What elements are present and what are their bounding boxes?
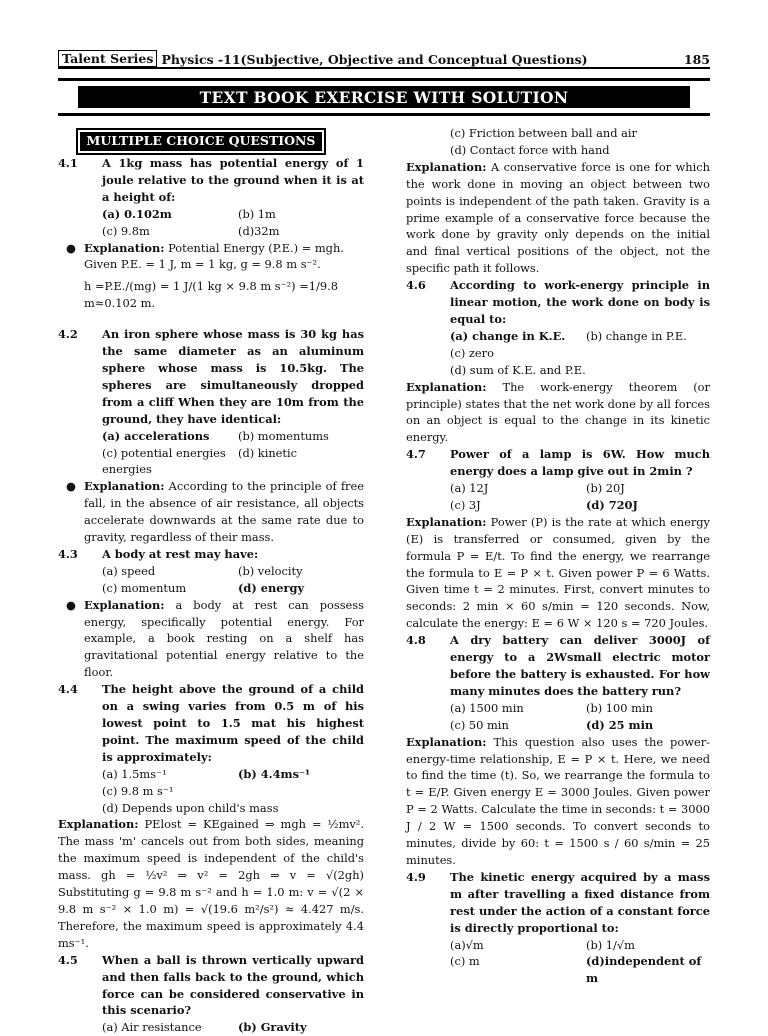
- bullet-icon: ●: [66, 479, 76, 494]
- formula-line-2: m≈0.102 m.: [84, 296, 155, 311]
- question-4-8: [406, 632, 710, 700]
- given-values: Given P.E. = 1 J, m = 1 kg, g = 9.8 m s⁻².: [84, 257, 321, 272]
- question-number: 4.8: [406, 633, 426, 648]
- option-c: (c) 3J: [450, 497, 481, 512]
- options: [406, 937, 710, 988]
- explanation-text: This question also uses the power-energy-time relationship, E = P × t. Here, we need to find the time (t). So, we rearrange the formula to t = E/P. Given energy E = 3000 Joules. Given power P = 2 Watts. Calculate the time in seconds: t = 3000 J / 2 W = 1500 seconds. To convert seconds to minutes, divide by 60: t = 1500 s / 60 s/min = 25 minutes.: [406, 734, 710, 867]
- option-a: (a) 1500 min: [450, 700, 524, 715]
- option-d: (d) Contact force with hand: [450, 142, 610, 157]
- option-c: (c) momentum: [102, 580, 187, 595]
- option-d: (d) Depends upon child's mass: [102, 800, 279, 815]
- options: [58, 766, 364, 817]
- mcq-heading: MULTIPLE CHOICE QUESTIONS: [80, 132, 322, 151]
- option-b: (b) 4.4ms⁻¹: [238, 766, 310, 781]
- explanation-label: Explanation:: [406, 514, 487, 529]
- option-d: (d) sum of K.E. and P.E.: [450, 362, 586, 377]
- section-banner: [58, 78, 710, 116]
- option-d-continued: energies: [102, 462, 152, 477]
- option-c: (c) 9.8m: [102, 223, 150, 238]
- question-4-9: [406, 869, 710, 937]
- question-number: 4.7: [406, 447, 426, 462]
- explanation: [58, 597, 364, 682]
- question-text: The kinetic energy acquired by a mass m after travelling a fixed distance from rest under the action of a constant force is directly proportional to:: [450, 869, 710, 935]
- options: [406, 700, 710, 734]
- bullet-icon: ●: [66, 597, 76, 612]
- option-d: (d)32m: [238, 223, 280, 238]
- option-d: (d) 720J: [586, 497, 638, 512]
- question-number: 4.1: [58, 156, 78, 170]
- option-a: (a) speed: [102, 563, 156, 578]
- options: [58, 206, 364, 240]
- explanation-label: Explanation:: [84, 240, 165, 255]
- option-a: (a) accelerations: [102, 428, 210, 443]
- formula-line-1: h =P.E./(mg) = 1 J/(1 kg × 9.8 m s⁻²) =1/9.8: [84, 279, 338, 294]
- explanation: [58, 478, 364, 546]
- explanation-text: a body at rest can possess energy, specifically potential energy. For example, a book resting on a shelf has gravitational potential energy relative to the floor.: [84, 597, 364, 680]
- option-a: (a) 0.102m: [102, 206, 172, 221]
- header-title: Physics -11(Subjective, Objective and Conceptual Questions): [161, 52, 588, 67]
- explanation-text: The work-energy theorem (or principle) states that the net work done by all forces on an object is equal to the change in its kinetic energy.: [406, 379, 710, 445]
- page-header: [58, 47, 710, 69]
- options: [58, 563, 364, 597]
- options: [406, 480, 710, 514]
- explanation-label: Explanation:: [406, 379, 487, 394]
- question-4-5: [58, 952, 364, 1020]
- option-b: (b) velocity: [238, 563, 303, 578]
- question-4-6: [406, 277, 710, 328]
- option-b: (b) 1m: [238, 206, 276, 221]
- explanation-text: Power (P) is the rate at which energy (E) is transferred or consumed, given by the formula P = E/t. To find the energy, we rearrange the formula to E = P × t. Given power P = 6 Watts. Given time t = 2 minutes. First, convert minutes to seconds: 2 min × 60 s/min = 120 seconds. Now, calculate the energy: E = 6 W × 120 s = 720 Joules.: [406, 514, 710, 631]
- question-number: 4.6: [406, 278, 426, 293]
- question-text: A body at rest may have:: [102, 546, 259, 561]
- formula: [58, 278, 364, 312]
- option-b: (b) 1/√m: [586, 937, 635, 952]
- explanation: [406, 514, 710, 632]
- question-4-3: [58, 546, 364, 563]
- page-number: 185: [683, 52, 710, 67]
- explanation-label: Explanation:: [58, 817, 139, 832]
- option-c: (c) 50 min: [450, 717, 509, 732]
- option-b: (b) momentums: [238, 428, 329, 443]
- explanation: [58, 240, 364, 274]
- options: [406, 328, 710, 379]
- option-a: (a) 1.5ms⁻¹: [102, 766, 167, 781]
- series-brand: Talent Series: [58, 50, 157, 67]
- option-a: (a) change in K.E.: [450, 328, 566, 343]
- explanation-label: Explanation:: [406, 734, 487, 749]
- explanation-label: Explanation:: [406, 159, 487, 174]
- question-number: 4.2: [58, 327, 78, 342]
- options: [58, 428, 364, 479]
- explanation-label: Explanation:: [84, 597, 165, 612]
- question-text: Power of a lamp is 6W. How much energy does a lamp give out in 2min ?: [450, 447, 710, 479]
- explanation-label: Explanation:: [84, 479, 165, 494]
- explanation: [406, 379, 710, 447]
- explanation-text: According to the principle of free fall, in the absence of air resistance, all objects accelerate downwards at the same rate due to gravity, regardless of their mass.: [84, 479, 364, 545]
- banner-title: TEXT BOOK EXERCISE WITH SOLUTION: [78, 86, 691, 108]
- question-text: A 1kg mass has potential energy of 1 joule relative to the ground when it is at a height of:: [102, 156, 364, 204]
- question-text: The height above the ground of a child on a swing varies from 0.5 m of his lowest point to 1.5 mat his highest point. The maximum speed of the child is approximately:: [102, 682, 364, 764]
- question-4-4: [58, 681, 364, 766]
- question-4-7: [406, 446, 710, 480]
- option-d: (d) kinetic: [238, 445, 298, 460]
- question-number: 4.3: [58, 546, 78, 561]
- option-b: (b) Gravity: [238, 1020, 307, 1035]
- option-c: (c) zero: [450, 345, 494, 360]
- question-number: 4.9: [406, 869, 426, 884]
- option-c: (c) 9.8 m s⁻¹: [102, 783, 174, 798]
- left-column: [58, 125, 364, 1036]
- option-b: (b) 20J: [586, 481, 625, 496]
- question-number: 4.5: [58, 952, 78, 967]
- question-text: A dry battery can deliver 3000J of energy to a 2Wsmall electric motor before the battery is exhausted. For how many minutes does the battery run?: [450, 633, 710, 698]
- question-4-1: [58, 155, 364, 206]
- explanation-text: Potential Energy (P.E.) = mgh.: [168, 240, 344, 255]
- explanation-text: A conservative force is one for which the work done in moving an object between two points is independent of the path taken. Gravity is a prime example of a conservative force because the work done by gravity only depends on the initial and final vertical positions of the object, not the specific path it follows.: [406, 159, 710, 276]
- explanation-text: PElost = KEgained ⇒ mgh = ½mv². The mass 'm' cancels out from both sides, meaning the maximum speed is independent of the child's mass. gh = ½v² ⇒ v² = 2gh ⇒ v = √(2gh) Substituting g = 9.8 m s⁻² and h = 1.0 m: v = √(2 × 9.8 m s⁻² × 1.0 m) = √(19.6 m²/s²) ≈ 4.427 m/s. Therefore, the maximum speed is approximately 4.4 ms⁻¹.: [58, 817, 364, 950]
- right-column: [406, 125, 710, 987]
- explanation: [406, 159, 710, 277]
- option-c: (c) Friction between ball and air: [450, 126, 638, 140]
- explanation: [406, 734, 710, 869]
- option-c: (c) potential energies: [102, 445, 226, 460]
- question-number: 4.4: [58, 682, 78, 697]
- option-b: (b) 100 min: [586, 700, 653, 715]
- option-b: (b) change in P.E.: [586, 328, 687, 343]
- bullet-icon: ●: [66, 240, 76, 255]
- option-d: (d) 25 min: [586, 717, 654, 732]
- question-text: According to work-energy principle in linear motion, the work done on body is equal to:: [450, 278, 710, 326]
- question-text: An iron sphere whose mass is 30 kg has the same diameter as an aluminum sphere whose mass is 10.5kg. The spheres are simultaneously dropped from a cliff When they are 10m from the ground, they have identical:: [102, 327, 364, 426]
- question-4-2: [58, 326, 364, 427]
- question-text: When a ball is thrown vertically upward and then falls back to the ground, which force can be considered conservative in this scenario?: [102, 952, 364, 1018]
- option-a: (a)√m: [450, 937, 484, 952]
- explanation: [58, 816, 364, 951]
- option-a: (a) Air resistance: [102, 1020, 202, 1035]
- option-d: (d) energy: [238, 580, 305, 595]
- option-d: (d)independent of m: [586, 954, 702, 986]
- options: [58, 1019, 364, 1036]
- option-c: (c) m: [450, 954, 480, 969]
- option-a: (a) 12J: [450, 481, 489, 496]
